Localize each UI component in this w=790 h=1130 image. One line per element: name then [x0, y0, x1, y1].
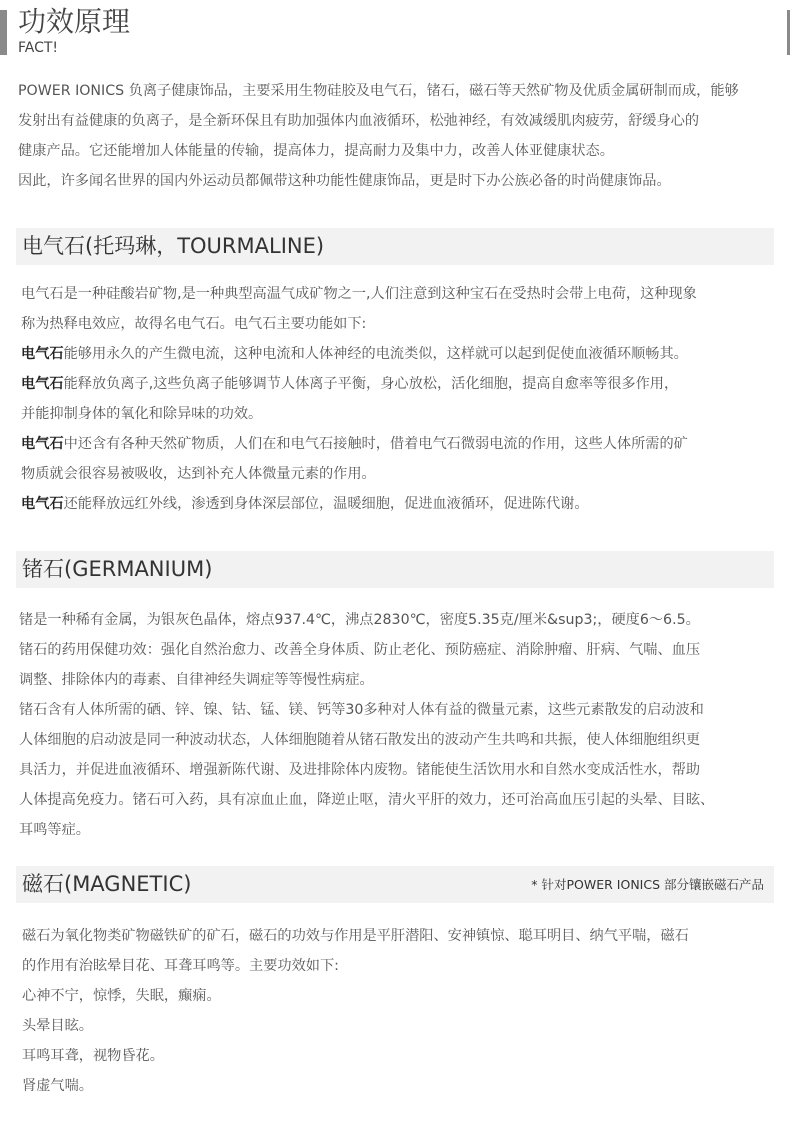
body-line: 具活力，并促进血液循环、增强新陈代谢、及进排除体内废物。锗能使生活饮用水和自然水变成活性水，帮助 — [19, 762, 701, 778]
section-header — [16, 228, 774, 265]
term-label: 电气石 — [21, 436, 64, 452]
section-title: 电气石(托玛琳，TOURMALINE) — [22, 234, 325, 258]
feature-text: 中还含有各种天然矿物质，人们在和电气石接触时，借着电气石微弱电流的作用，这些人体所需的矿 — [63, 436, 688, 452]
body-line: 锗是一种稀有金属，为银灰色晶体，熔点937.4℃，沸点2830℃，密度5.35克/厘米&sup3;，硬度6～6.5。 — [19, 612, 700, 628]
section-header — [16, 866, 774, 903]
body-line: 头晕目眩。 — [22, 1018, 93, 1034]
feature-text: 能释放负离子,这些负离子能够调节人体离子平衡，身心放松，活化细胞，提高自愈率等很多作用， — [63, 376, 679, 392]
page-header — [0, 0, 790, 60]
body-line: 锗石的药用保健功效：强化自然治愈力、改善全身体质、防止老化、预防癌症、消除肿瘤、肝病、气喘、血压 — [19, 642, 701, 658]
header-accent-bar-left — [0, 10, 7, 55]
feature-line-cont: 并能抑制身体的氧化和除异味的功效。 — [21, 406, 263, 422]
feature-line — [21, 489, 774, 519]
section-body — [16, 588, 774, 845]
body-line: 磁石为氧化物类矿物磁铁矿的矿石，磁石的功效与作用是平肝潜阳、安神镇惊、聪耳明目、纳气平喘，磁石 — [22, 928, 689, 944]
term-label: 电气石 — [21, 376, 64, 392]
germanium-section — [16, 551, 774, 845]
intro-paragraph — [18, 76, 790, 196]
term-label: 电气石 — [21, 496, 64, 512]
section-body — [16, 903, 774, 1101]
feature-line — [21, 369, 774, 399]
intro-line: 因此，许多闻名世界的国内外运动员都佩带这种功能性健康饰品，更是时下办公族必备的时尚健康饰品。 — [18, 173, 671, 189]
section-title: 磁石(MAGNETIC) — [22, 872, 192, 896]
body-line: 肾虚气喘。 — [22, 1078, 93, 1094]
section-note: * 针对POWER IONICS 部分镶嵌磁石产品 — [531, 877, 764, 892]
feature-line-cont: 物质就会很容易被吸收，达到补充人体微量元素的作用。 — [21, 466, 376, 482]
body-line: 称为热释电效应，故得名电气石。电气石主要功能如下: — [21, 316, 367, 332]
page-title: 功效原理 — [18, 5, 131, 38]
intro-line: POWER IONICS 负离子健康饰品，主要采用生物硅胶及电气石，锗石，磁石等天然矿物及优质金属研制而成，能够 — [18, 83, 739, 99]
section-body — [16, 265, 774, 519]
body-line: 耳鸣等症。 — [19, 822, 90, 838]
body-line: 锗石含有人体所需的硒、锌、镍、钴、锰、镁、钙等30多种对人体有益的微量元素，这些元素散发的启动波和 — [19, 702, 704, 718]
body-line: 人体细胞的启动波是同一种波动状态，人体细胞随着从锗石散发出的波动产生共鸣和共振，使人体细胞组织更 — [19, 732, 701, 748]
feature-text: 还能释放远红外线，渗透到身体深层部位，温暖细胞，促进血液循环，促进陈代谢。 — [63, 496, 589, 512]
body-line: 心神不宁，惊悸，失眠，癫痫。 — [22, 988, 221, 1004]
term-label: 电气石 — [21, 346, 64, 362]
body-line: 耳鸣耳聋，视物昏花。 — [22, 1048, 164, 1064]
body-line: 的作用有治眩晕目花、耳聋耳鸣等。主要功效如下: — [22, 958, 339, 974]
page-subtitle: FACT! — [18, 40, 59, 56]
feature-text: 能够用永久的产生微电流，这种电流和人体神经的电流类似，这样就可以起到促使血液循环顺畅其。 — [63, 346, 688, 362]
body-line: 电气石是一种硅酸岩矿物,是一种典型高温气成矿物之一,人们注意到这种宝石在受热时会带上电荷，这种现象 — [21, 286, 697, 302]
section-header — [16, 551, 774, 588]
section-title: 锗石(GERMANIUM) — [22, 557, 213, 581]
intro-line: 发射出有益健康的负离子，是全新环保且有助加强体内血液循环，松弛神经，有效减缓肌肉疲劳，舒缓身心的 — [18, 113, 700, 129]
body-line: 人体提高免疫力。锗石可入药，具有凉血止血，降逆止呕，清火平肝的效力，还可治高血压引起的头晕、目眩、 — [19, 792, 715, 808]
body-line: 调整、排除体内的毒素、自律神经失调症等等慢性病症。 — [19, 672, 374, 688]
feature-line — [21, 429, 774, 459]
feature-line — [21, 339, 774, 369]
magnetic-section — [16, 866, 774, 1101]
tourmaline-section — [16, 228, 774, 519]
intro-line: 健康产品。它还能增加人体能量的传输，提高体力，提高耐力及集中力，改善人体亚健康状态。 — [18, 143, 614, 159]
